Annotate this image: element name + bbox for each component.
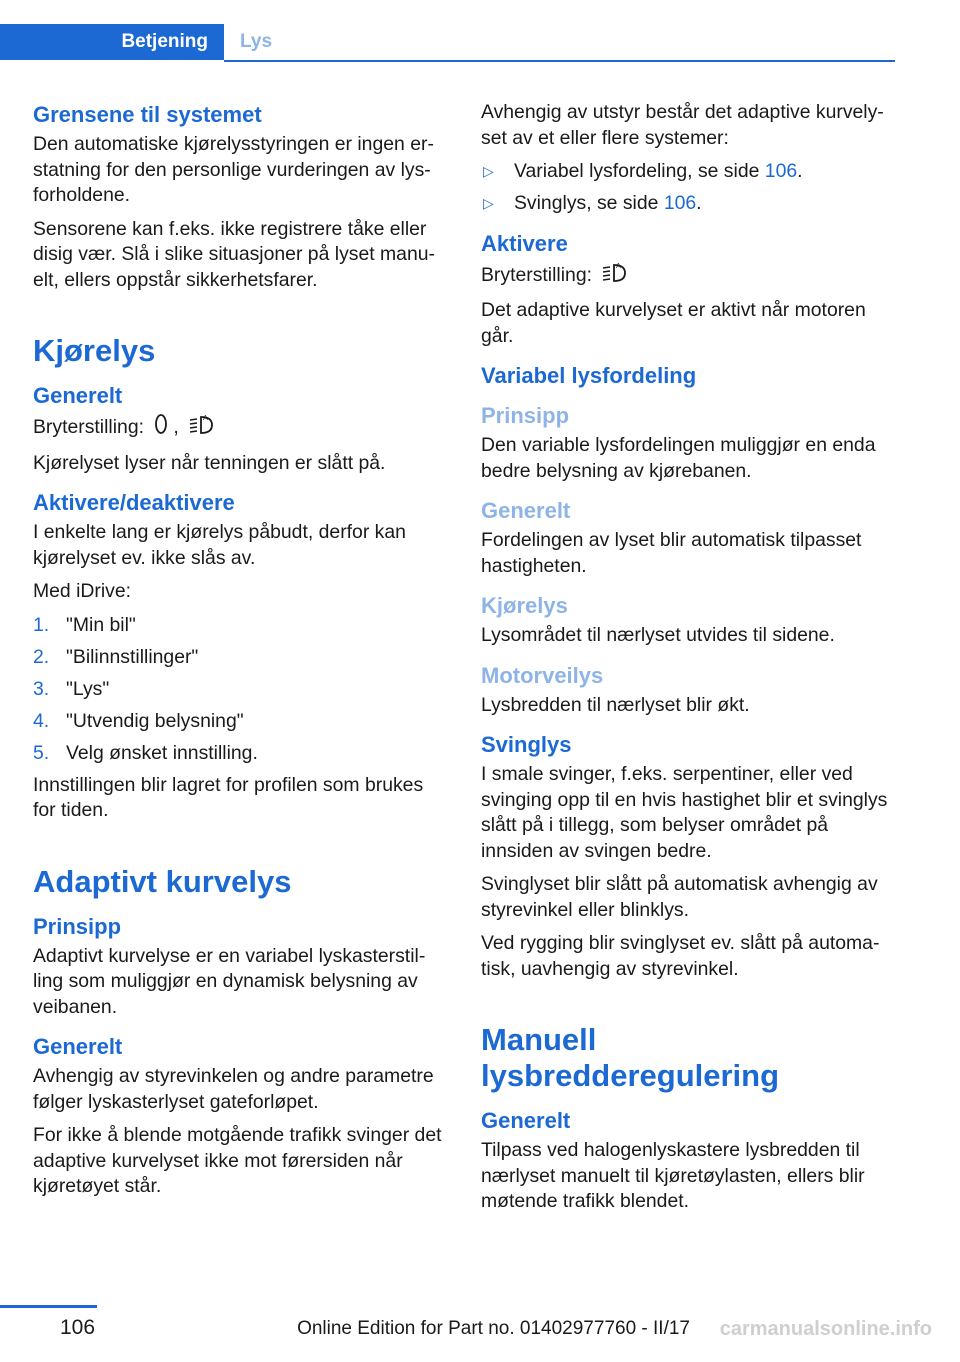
paragraph: Det adaptive kurvelyset er aktivt når motoren går. [481,299,866,347]
page-link[interactable]: 106 [764,160,798,182]
subheading-prinsipp: Prinsipp [481,403,570,428]
heading-generelt: Generelt [481,1108,571,1133]
paragraph: Ved rygging blir svinglyset ev. slått på automatisk, uavhengig av styrevinkel. [481,932,880,980]
heading-prinsipp: Prinsipp [33,913,122,939]
footer-divider [0,1305,97,1308]
bullet-end: . [696,192,702,214]
triangle-bullet-icon: ▷ [483,195,494,211]
step-text: Velg ønsket innstilling. [66,741,258,764]
headlight-auto-icon [601,261,629,291]
bullet-text: Svinglys, se side [514,192,664,214]
left-column [33,100,447,1208]
subheading-kjorelys: Kjørelys [481,593,568,618]
list-item [33,613,447,639]
step-text: "Lys" [66,677,110,700]
paragraph: I smale svinger, f.eks. serpentiner, eller ved svinging opp til en hvis hastighet blir et svinglys slått på i tillegg, som belyser området på innsiden av svingen bedre. [481,763,888,862]
paragraph: Avhengig av utstyr består det adaptive kurvelyset av et eller flere systemer: [481,101,884,149]
heading-generelt: Generelt [33,1034,123,1059]
svg-text:A: A [616,261,622,270]
watermark: carmanualsonline.info [719,1318,932,1340]
heading-svinglys: Svinglys [481,732,572,757]
switch-position-line [481,261,895,291]
heading-aktivere: Aktivere [481,230,568,256]
heading-generelt: Generelt [33,383,123,408]
header-tabs [0,24,895,62]
heading-kjorelys: Kjørelys [33,333,156,368]
switch-position-label: Bryterstilling: [481,263,592,286]
switch-position-line [33,413,447,443]
page-number: 106 [60,1316,96,1339]
heading-aktivere-deaktivere: Aktivere/deaktivere [33,490,235,515]
subheading-generelt: Generelt [481,498,571,523]
headlight-off-icon [153,413,169,443]
paragraph: Den variable lysfordelingen muliggjør en enda bedre belysning av kjørebanen. [481,434,876,482]
bullet-text: Variabel lysfordeling, se side [514,160,765,182]
heading-adaptivt-kurvelys: Adaptivt kurvelys [33,863,292,899]
paragraph: For ikke å blende motgående trafikk svinger det adaptive kurvelyset ikke mot førersiden når kjøretøyet står. [33,1124,442,1197]
step-number: 3. [33,677,50,700]
paragraph: Tilpass ved halogenlyskastere lysbredden til nærlyset manuelt til kjøretøylasten, ellers blir møtende trafikk blendet. [481,1139,865,1212]
paragraph: Innstillingen blir lagret for profilen som brukes for tiden. [33,773,424,821]
list-item [33,645,447,671]
paragraph: Med iDrive: [33,580,132,602]
tab-betjening[interactable]: Betjening [0,24,224,60]
paragraph: Sensorene kan f.eks. ikke registrere tåke eller disig vær. Slå i slike situasjoner på lyset manuelt, ellers oppstår sikkerhetsfarer. [33,217,435,291]
list-item [33,741,447,767]
systems-list [481,159,895,217]
heading-variabel-lysfordeling: Variabel lysfordeling [481,363,697,388]
step-number: 2. [33,645,50,668]
paragraph: Avhengig av styrevinkelen og andre parametre følger lyskasterlyset gateforløpet. [33,1065,434,1113]
step-text: "Bilinnstillinger" [66,645,199,668]
list-item [33,677,447,703]
step-number: 4. [33,709,50,732]
paragraph: Lysområdet til nærlyset utvides til sidene. [481,624,835,646]
heading-manuell-lysbredderegulering: Manuell lysbredderegulering [481,1022,780,1093]
idrive-steps [33,613,447,767]
svg-text:A: A [203,414,208,422]
headlight-auto-icon [188,413,216,443]
triangle-bullet-icon: ▷ [483,163,494,179]
paragraph: Den automatiske kjørelysstyringen er ingen erstatning for den personlige vurderingen av lysforholdene. [33,133,434,206]
step-number: 1. [33,613,50,636]
list-item [33,709,447,735]
paragraph: Adaptivt kurvelyse er en variabel lyskasterstilling som muliggjør en dynamisk belysning av veibanen. [33,944,426,1018]
paragraph: Svinglyset blir slått på automatisk avhengig av styrevinkel eller blinklys. [481,873,878,921]
list-item [481,159,895,185]
header-divider [224,60,895,62]
tab-lys[interactable]: Lys [240,31,273,52]
edition-label: Online Edition for Part no. 01402977760 - II/17 [297,1318,690,1339]
step-number: 5. [33,741,50,764]
bullet-end: . [797,160,803,182]
switch-separator: , [173,415,179,438]
paragraph: Fordelingen av lyset blir automatisk tilpasset hastigheten. [481,529,862,577]
paragraph: I enkelte lang er kjørelys påbudt, derfor kan kjørelyset ev. ikke slås av. [33,521,406,569]
subheading-motorveilys: Motorveilys [481,662,604,688]
switch-position-label: Bryterstilling: [33,415,144,438]
paragraph: Lysbredden til nærlyset blir økt. [481,693,750,716]
page-link[interactable]: 106 [663,192,697,214]
right-column [481,100,895,1223]
paragraph: Kjørelyset lyser når tenningen er slått på. [33,451,386,474]
step-text: "Min bil" [66,613,136,636]
list-item [481,191,895,217]
heading-grensene: Grensene til systemet [33,102,262,127]
step-text: "Utvendig belysning" [66,709,244,732]
